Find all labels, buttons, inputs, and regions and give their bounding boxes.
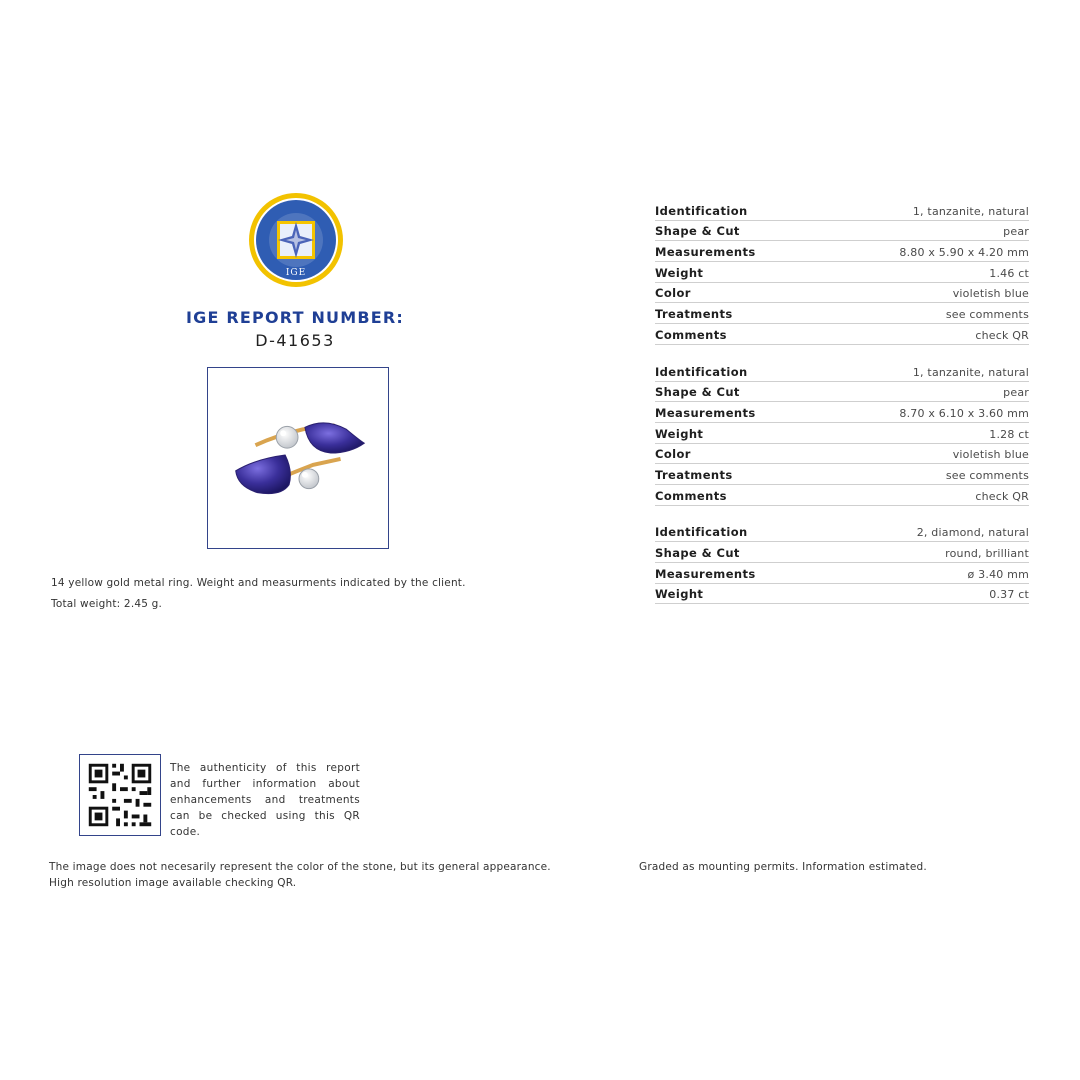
row-label: Shape & Cut [655, 546, 740, 560]
row-label: Weight [655, 426, 704, 441]
spec-table-tanzanite-2 [655, 361, 1029, 506]
row-label: Shape & Cut [655, 385, 740, 400]
table-row [655, 241, 1029, 262]
row-value: violetish blue [952, 448, 1029, 462]
table-row [655, 464, 1029, 485]
row-label: Comments [655, 327, 727, 342]
row-value: 8.70 x 6.10 x 3.60 mm [899, 406, 1029, 420]
high-resolution-note: High resolution image available checking QR. [49, 877, 297, 889]
ring-photo [207, 367, 389, 549]
row-value: 8.80 x 5.90 x 4.20 mm [899, 246, 1029, 260]
row-value: 1, tanzanite, natural [912, 365, 1029, 379]
row-label: Treatments [655, 467, 733, 482]
row-value: 0.37 ct [989, 588, 1029, 602]
table-row [655, 423, 1029, 444]
row-value: ø 3.40 mm [967, 567, 1029, 581]
table-row [655, 382, 1029, 403]
table-row [655, 444, 1029, 465]
ige-seal-icon [248, 192, 344, 288]
table-row [655, 522, 1029, 543]
row-label: Color [655, 286, 691, 301]
row-value: 2, diamond, natural [916, 526, 1029, 540]
spec-table-tanzanite-1 [655, 200, 1029, 345]
table-row [655, 361, 1029, 382]
row-label: Identification [655, 525, 748, 540]
qr-authenticity-text: The authenticity of this report and further information about enhancements and treatments can be checked using this QR code. [170, 762, 360, 838]
row-label: Comments [655, 488, 727, 503]
table-row [655, 584, 1029, 605]
table-row [655, 485, 1029, 506]
table-row [655, 402, 1029, 423]
row-label: Measurements [655, 566, 756, 581]
row-value: see comments [945, 308, 1029, 322]
row-value: violetish blue [952, 287, 1029, 301]
row-value: 1, tanzanite, natural [912, 204, 1029, 218]
row-label: Color [655, 447, 691, 462]
specification-tables [655, 200, 1029, 620]
table-row [655, 324, 1029, 345]
row-label: Shape & Cut [655, 224, 740, 239]
row-label: Identification [655, 364, 748, 379]
row-value: see comments [945, 468, 1029, 482]
row-label: Treatments [655, 307, 733, 322]
total-weight: Total weight: 2.45 g. [51, 598, 163, 610]
table-row [655, 200, 1029, 221]
qr-code-icon [80, 755, 160, 835]
ring-description: 14 yellow gold metal ring. Weight and measurments indicated by the client. [51, 577, 466, 589]
report-number-label: IGE REPORT NUMBER: [186, 308, 404, 327]
row-value: check QR [975, 328, 1029, 342]
spec-table-diamond [655, 522, 1029, 605]
ring-image [208, 368, 388, 548]
svg-text:IGE: IGE [285, 268, 307, 278]
row-value: check QR [975, 489, 1029, 503]
report-number: D-41653 [255, 331, 335, 350]
row-label: Identification [655, 203, 748, 218]
row-value: 1.28 ct [989, 427, 1029, 441]
table-row [655, 221, 1029, 242]
row-value: pear [1003, 225, 1029, 239]
table-row [655, 283, 1029, 304]
row-label: Weight [655, 587, 704, 602]
grading-note: Graded as mounting permits. Information estimated. [639, 861, 927, 873]
row-label: Measurements [655, 245, 756, 260]
table-row [655, 262, 1029, 283]
ige-logo [248, 192, 344, 288]
row-value: pear [1003, 386, 1029, 400]
row-label: Weight [655, 265, 704, 280]
row-value: round, brilliant [945, 547, 1029, 560]
row-value: 1.46 ct [989, 266, 1029, 280]
qr-code[interactable] [79, 754, 161, 836]
row-label: Measurements [655, 405, 756, 420]
table-row [655, 563, 1029, 584]
table-row [655, 542, 1029, 563]
image-disclaimer: The image does not necesarily represent the color of the stone, but its general appearance. [49, 861, 551, 873]
table-row [655, 303, 1029, 324]
